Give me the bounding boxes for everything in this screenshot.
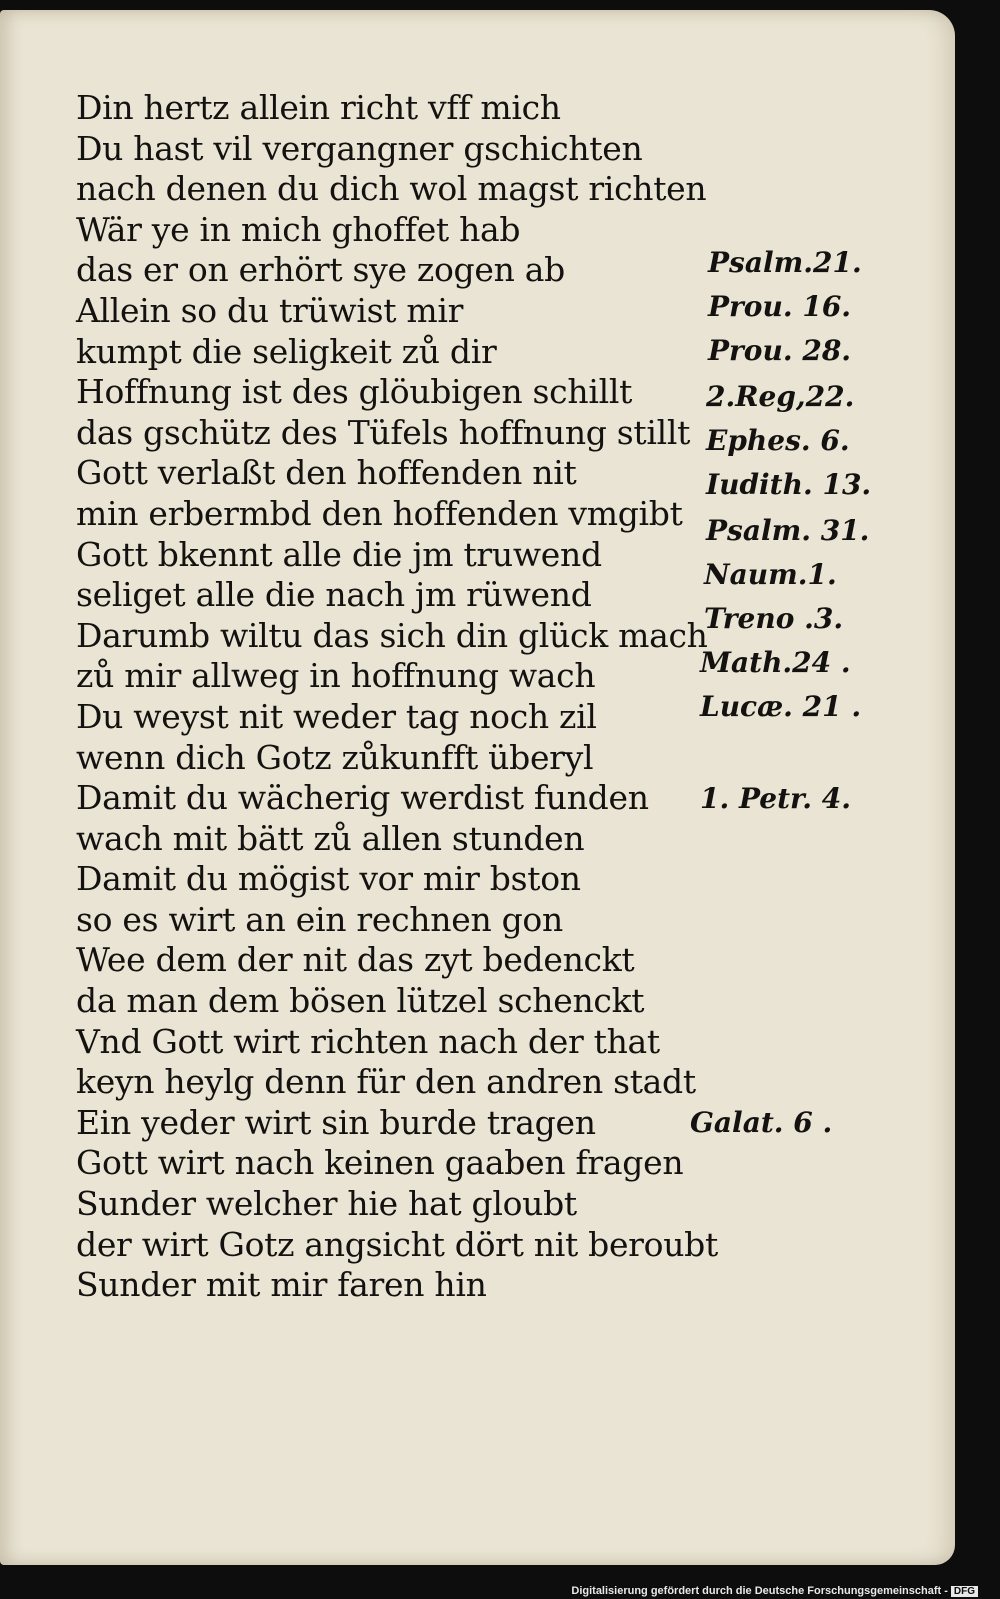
- verse-lines: [76, 88, 718, 1306]
- credit-text: Digitalisierung gefördert durch die Deutsche Forschungsgemeinschaft -: [571, 1585, 948, 1597]
- verse-line: Hoffnung ist des glöubigen schillt: [76, 372, 633, 412]
- marginal-reference: Psalm. 31.: [706, 514, 870, 547]
- digitization-credit: [571, 1585, 978, 1597]
- marginal-reference: Treno .3.: [704, 602, 844, 635]
- verse-line: zů mir allweg in hoffnung wach: [76, 656, 596, 696]
- verse-line: keyn heylg denn für den andren stadt: [76, 1062, 696, 1102]
- marginal-reference: Lucæ. 21 .: [700, 690, 862, 723]
- verse-line: das gschütz des Tüfels hoffnung stillt: [76, 412, 691, 452]
- verse-line: min erbermbd den hoffenden vmgibt: [76, 493, 683, 533]
- dfg-logo: DFG: [951, 1586, 978, 1597]
- verse-line: Wee dem der nit das zyt bedenckt: [76, 940, 635, 980]
- verse-line: Vnd Gott wirt richten nach der that: [76, 1021, 660, 1061]
- verse-line: Gott bkennt alle die jm truwend: [76, 534, 602, 574]
- verse-line: Sunder mit mir faren hin: [76, 1265, 487, 1305]
- marginal-reference: Naum.1.: [704, 558, 837, 591]
- verse-line: der wirt Gotz angsicht dört nit beroubt: [76, 1224, 718, 1264]
- verse-line: kumpt die seligkeit zů dir: [76, 331, 497, 371]
- marginal-reference: Iudith. 13.: [706, 468, 872, 501]
- verse-line: seliget alle die nach jm rüwend: [76, 575, 592, 615]
- marginal-reference: Ephes. 6.: [706, 424, 850, 457]
- verse-line: Damit du wächerig werdist funden: [76, 778, 649, 818]
- verse-line: Wär ye in mich ghoffet hab: [76, 209, 521, 249]
- verse-line: das er on erhört sye zogen ab: [76, 250, 565, 290]
- verse-line: so es wirt an ein rechnen gon: [76, 899, 563, 939]
- verse-line: Din hertz allein richt vff mich: [76, 88, 561, 127]
- marginal-reference: Psalm.21.: [708, 246, 862, 279]
- verse-line: Gott verlaßt den hoffenden nit: [76, 453, 577, 493]
- verse-line: Ein yeder wirt sin burde tragen: [76, 1102, 596, 1142]
- marginal-reference: 2.Reg,22.: [706, 380, 855, 413]
- book-page: [0, 10, 955, 1565]
- verse-line: Gott wirt nach keinen gaaben fragen: [76, 1143, 684, 1183]
- marginal-reference: Prou. 16.: [708, 290, 852, 323]
- verse-line: Sunder welcher hie hat gloubt: [76, 1184, 577, 1224]
- verse-line: Du hast vil vergangner gschichten: [76, 128, 643, 168]
- marginal-reference: Galat. 6 .: [690, 1106, 833, 1139]
- verse-line: Allein so du trüwist mir: [76, 290, 464, 330]
- marginal-reference: Prou. 28.: [708, 334, 852, 367]
- verse-line: Du weyst nit weder tag noch zil: [76, 696, 597, 736]
- verse-line: wenn dich Gotz zůkunfft überyl: [76, 737, 594, 777]
- verse-line: Darumb wiltu das sich din glück mach: [76, 615, 708, 655]
- verse-line: Damit du mögist vor mir bston: [76, 859, 581, 899]
- marginal-reference: Math.24 .: [700, 646, 851, 679]
- verse-line: da man dem bösen lützel schenckt: [76, 981, 645, 1021]
- marginal-reference: 1. Petr. 4.: [700, 782, 851, 815]
- verse-line: nach denen du dich wol magst richten: [76, 169, 707, 209]
- verse-line: wach mit bätt zů allen stunden: [76, 818, 585, 858]
